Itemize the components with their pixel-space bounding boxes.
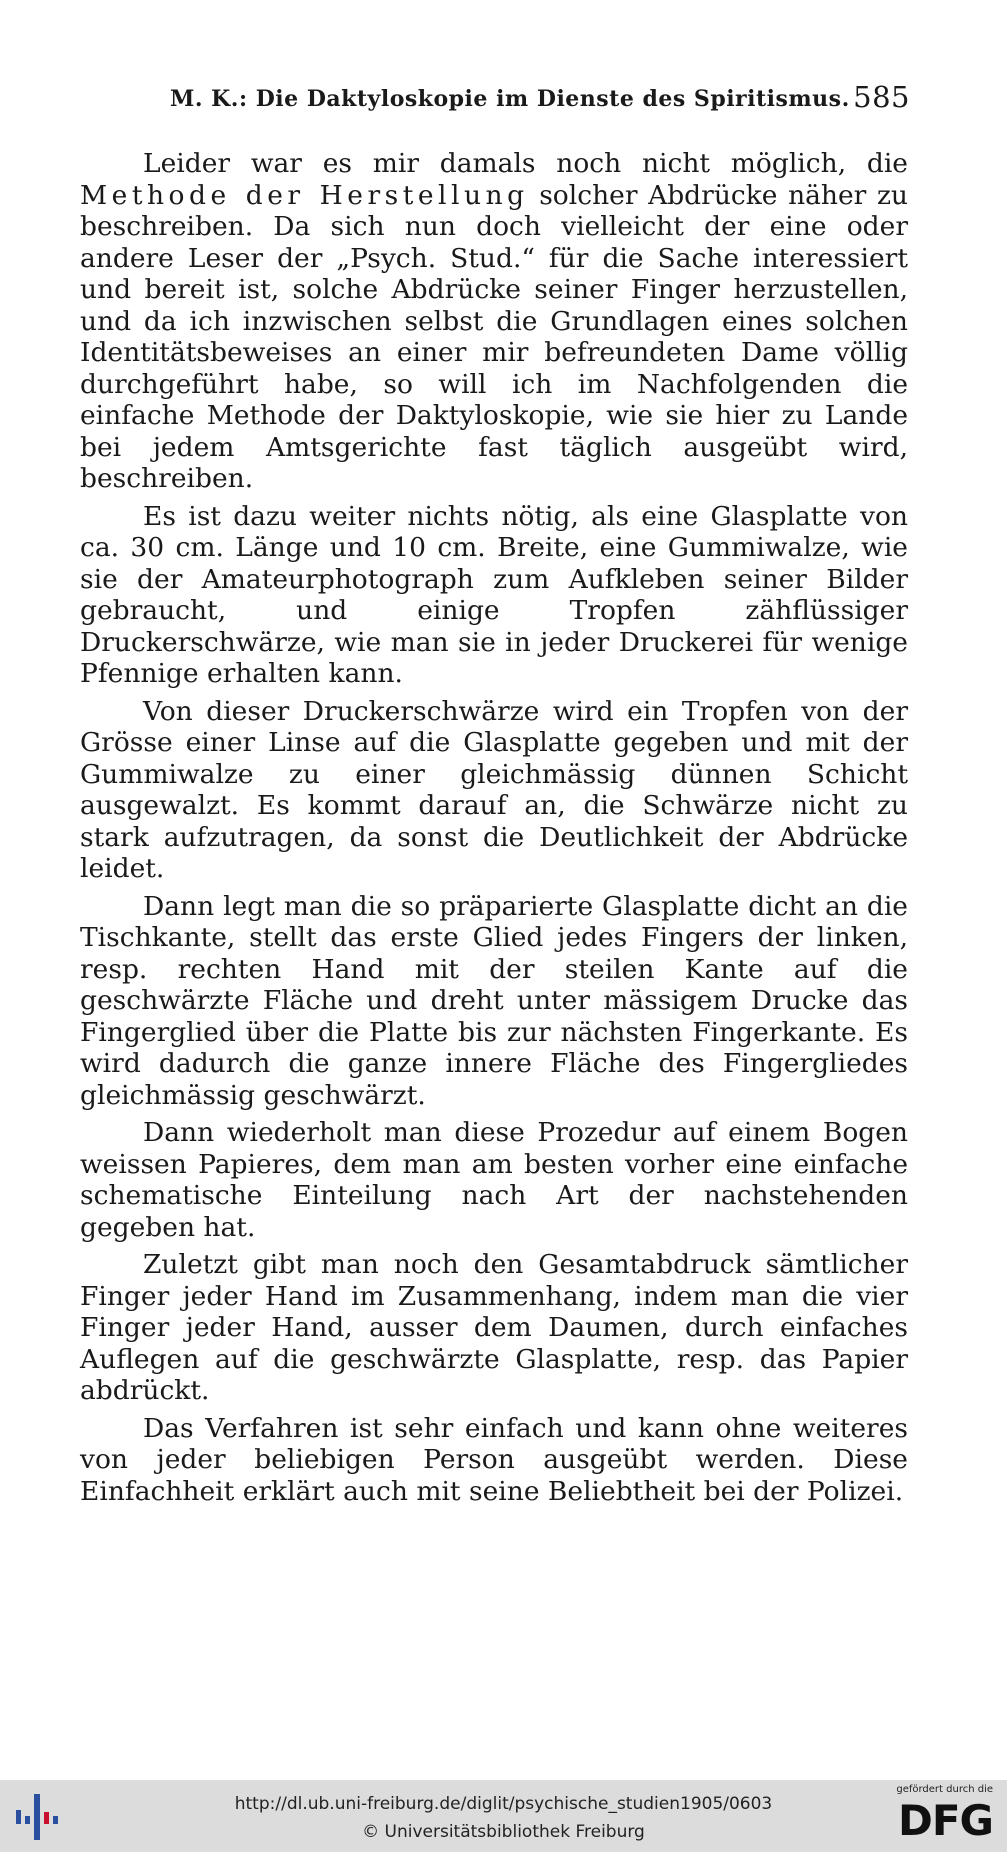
running-header bbox=[170, 80, 910, 126]
viewer-footer bbox=[0, 1780, 1007, 1852]
page-number: 585 bbox=[853, 80, 910, 114]
paragraph-7: Das Verfahren ist sehr einfach und kann ohne weiteres von jeder beliebigen Person ausgeübt werden. Diese Einfachheit erklärt auch mit seine Beliebtheit bei der Polizei. bbox=[80, 1412, 908, 1507]
paragraph-1-start: Leider war es mir damals noch nicht möglich, die bbox=[143, 148, 908, 179]
body-text bbox=[80, 148, 908, 1513]
copyright-notice: © Universitätsbibliothek Freiburg bbox=[362, 1822, 645, 1842]
document-url[interactable]: http://dl.ub.uni-freiburg.de/diglit/psychische_studien1905/0603 bbox=[234, 1794, 773, 1814]
paragraph-3: Von dieser Druckerschwärze wird ein Tropfen von der Grösse einer Linse auf die Glasplatte gegeben und mit der Gummiwalze zu einer gleichmässig dünnen Schicht ausgewalzt. Es kommt darauf an, die Schwärze nicht zu stark aufzutragen, da sonst die Deutlichkeit der Abdrücke leidet. bbox=[80, 695, 908, 884]
paragraph-2: Es ist dazu weiter nichts nötig, als eine Glasplatte von ca. 30 cm. Länge und 10 cm. Breite, eine Gummiwalze, wie sie der Amateurphotograph zum Aufkleben seiner Bilder gebraucht, und einige Tropfen zähflüssiger Druckerschwärze, wie man sie in jeder Druckerei für wenige Pfennige erhalten kann. bbox=[80, 500, 908, 689]
paragraph-1-rest: solcher Abdrücke näher zu beschreiben. Da sich nun doch vielleicht der eine oder andere Leser der „Psych. Stud.“ für die Sache interessiert und bereit ist, solche Abdrücke seiner Finger herzustellen, und da ich inzwischen selbst die Grundlagen eines solchen Identitätsbeweises an einer mir befreundeten Dame völlig durchgeführt habe, so will ich im Nachfolgenden die einfache Methode der Daktyloskopie, wie sie hier zu Lande bei jedem Amtsgerichte fast täglich ausgeübt wird, beschreiben. bbox=[80, 179, 908, 494]
dfg-wordmark: DFG bbox=[897, 1796, 993, 1845]
paragraph-4: Dann legt man die so präparierte Glasplatte dicht an die Tischkante, stellt das erste Glied jedes Fingers der linken, resp. rechten Hand mit der steilen Kante auf die geschwärzte Fläche und dreht unter mässigem Drucke das Fingerglied über die Platte bis zur nächsten Fingerkante. Es wird dadurch die ganze innere Fläche des Fingergliedes gleichmässig geschwärzt. bbox=[80, 890, 908, 1111]
spaced-emphasis: Methode der Herstellung bbox=[80, 179, 529, 211]
paragraph-5: Dann wiederholt man diese Prozedur auf einem Bogen weissen Papieres, dem man am besten vorher eine einfache schematische Einteilung nach Art der nachstehenden gegeben hat. bbox=[80, 1117, 908, 1243]
paragraph-1 bbox=[80, 148, 908, 495]
dfg-logo[interactable] bbox=[883, 1784, 993, 1848]
dfg-funding-note: gefördert durch die bbox=[896, 1784, 993, 1795]
running-title: M. K.: Die Daktyloskopie im Dienste des Spiritismus. bbox=[170, 86, 850, 112]
paragraph-6: Zuletzt gibt man noch den Gesamtabdruck sämtlicher Finger jeder Hand im Zusammenhang, indem man die vier Finger jeder Hand, ausser dem Daumen, durch einfaches Auflegen auf die geschwärzte Glasplatte, resp. das Papier abdrückt. bbox=[80, 1249, 908, 1406]
